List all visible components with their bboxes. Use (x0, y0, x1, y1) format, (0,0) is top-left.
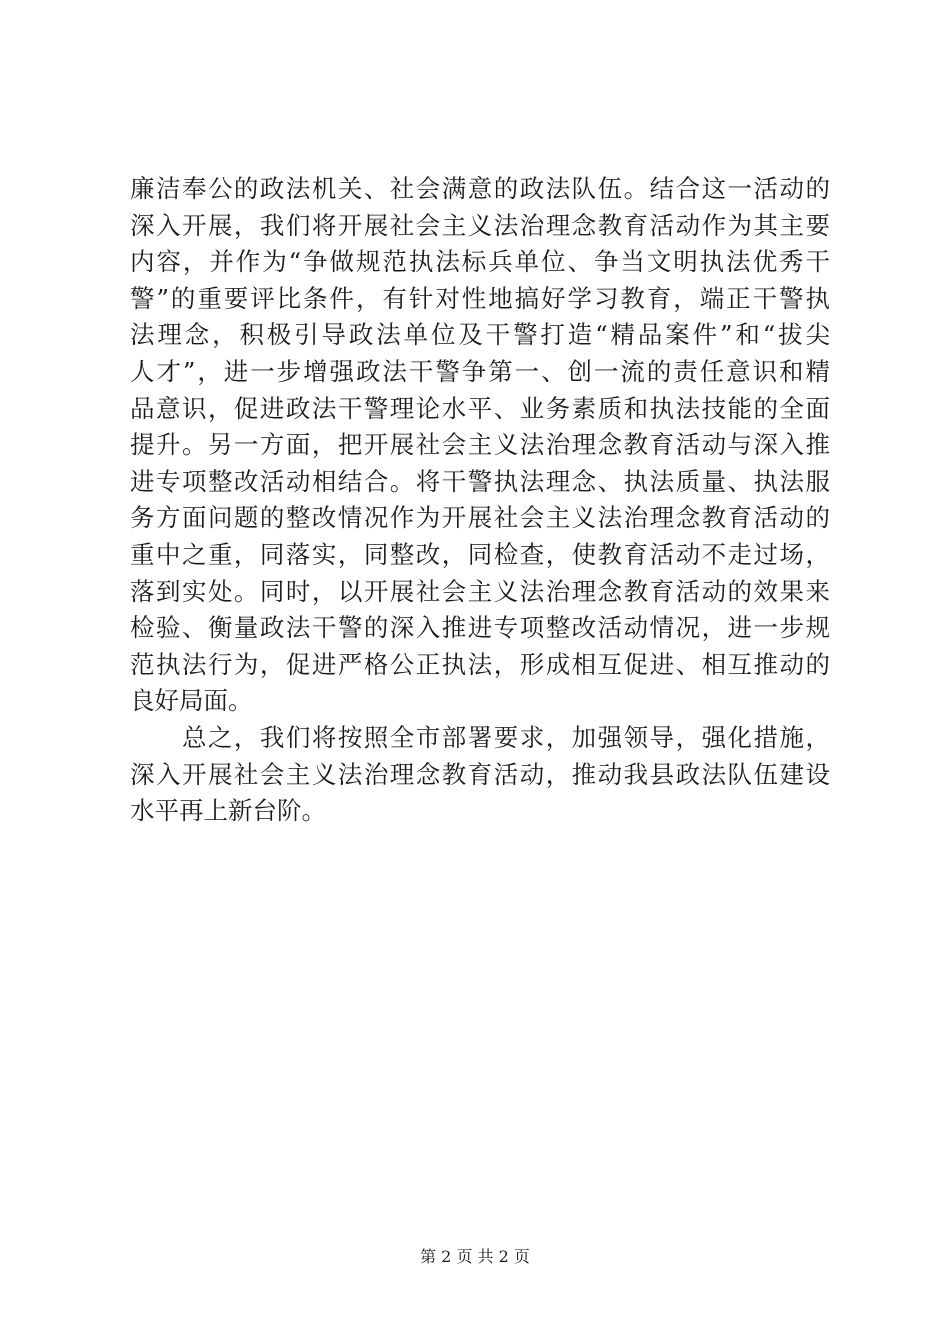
text-line: 法理念，积极引导政法单位及干警打造“精品案件”和“拔尖 (130, 320, 830, 350)
text-line: 落到实处。同时，以开展社会主义法治理念教育活动的效果来 (130, 576, 830, 606)
page-footer (0, 1244, 950, 1267)
text-line: 提升。另一方面，把开展社会主义法治理念教育活动与深入推 (130, 430, 830, 460)
text-line: 品意识，促进政法干警理论水平、业务素质和执法技能的全面 (130, 393, 830, 423)
text-line: 深入开展社会主义法治理念教育活动，推动我县政法队伍建设 (130, 759, 830, 789)
document-body (130, 171, 830, 830)
text-line: 检验、衡量政法干警的深入推进专项整改活动情况，进一步规 (130, 613, 830, 643)
text-line: 重中之重，同落实，同整改，同检查，使教育活动不走过场， (130, 539, 830, 569)
text-line: 警”的重要评比条件，有针对性地搞好学习教育，端正干警执 (130, 283, 830, 313)
text-line: 总之，我们将按照全市部署要求，加强领导，强化措施， (130, 722, 830, 752)
text-line: 良好局面。 (130, 686, 253, 716)
text-line: 进专项整改活动相结合。将干警执法理念、执法质量、执法服 (130, 466, 830, 496)
text-line: 廉洁奉公的政法机关、社会满意的政法队伍。结合这一活动的 (130, 174, 830, 203)
text-line: 范执法行为，促进严格公正执法，形成相互促进、相互推动的 (130, 649, 830, 679)
text-line: 水平再上新台阶。 (130, 796, 326, 826)
paragraph-1 (130, 171, 830, 720)
text-line: 深入开展，我们将开展社会主义法治理念教育活动作为其主要 (130, 210, 830, 240)
page-number-label: 第 2 页 共 2 页 (420, 1247, 530, 1266)
text-line: 内容，并作为“争做规范执法标兵单位、争当文明执法优秀干 (130, 247, 830, 277)
paragraph-2 (130, 720, 830, 830)
text-line: 人才”，进一步增强政法干警争第一、创一流的责任意识和精 (130, 356, 830, 386)
text-line: 务方面问题的整改情况作为开展社会主义法治理念教育活动的 (130, 503, 830, 533)
